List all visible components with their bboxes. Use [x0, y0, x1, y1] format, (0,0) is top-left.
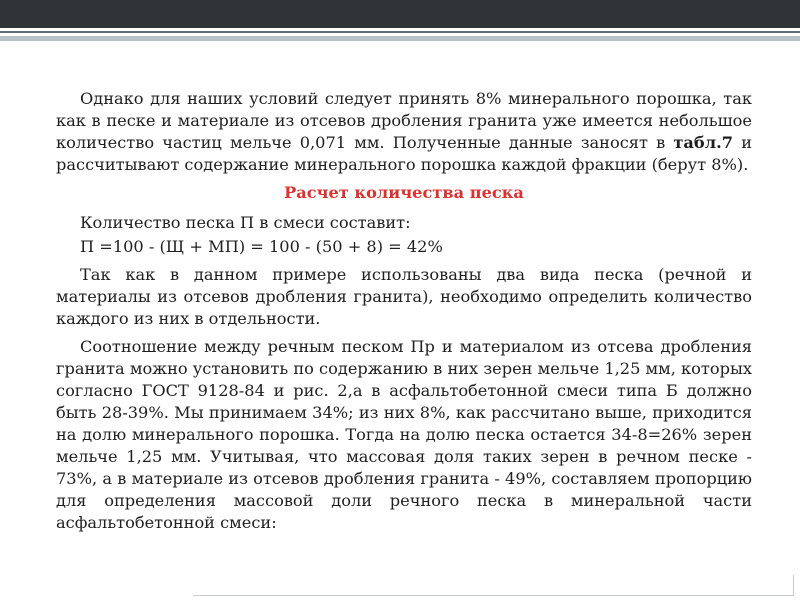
- header-divider-light: [0, 36, 800, 41]
- paragraph-text-cont: и рассчитывают содержание минерального порошка каждой фракции (берут 8%).: [56, 133, 753, 174]
- sand-formula: П =100 - (Щ + МП) = 100 - (50 + 8) = 42%: [80, 237, 443, 256]
- table-reference: табл.7: [673, 133, 734, 152]
- section-heading: Расчет количества песка: [284, 183, 524, 202]
- paragraph-sand-types: Так как в данном примере использованы два вида песка (речной и материалы из отсевов дробления гранита), необходимо определить количество каждого из них в отдельности.: [56, 265, 752, 328]
- top-header-band: [0, 0, 800, 28]
- slide-frame-corner: [193, 575, 794, 596]
- header-divider-dark: [0, 31, 800, 33]
- paragraph-sand-amount: Количество песка П в смеси составит:: [80, 213, 411, 232]
- paragraph-mineral-powder: [56, 88, 752, 176]
- paragraph-text: Однако для наших условий следует принять 8% минерального порошка, так как в песке и материале из отсевов дробления гранита уже имеется небольшое количество частиц мельче 0,071 мм. Полученные данные заносят в: [56, 89, 752, 152]
- slide-body: [56, 88, 752, 540]
- paragraph-ratio: Соотношение между речным песком Пр и материалом из отсева дробления гранита можно установить по содержанию в них зерен мельче 1,25 мм, которых согласно ГОСТ 9128-84 и рис. 2,а в асфальтобетонной смеси типа Б должно быть 28-39%. Мы принимаем 34%; из них 8%, как рассчитано выше, приходится на долю минерального порошка. Тогда на долю песка остается 34-8=26% зерен мельче 1,25 мм. Учитывая, что массовая доля таких зерен в речном песке - 73%, а в материале из отсевов дробления гранита - 49%, составляем пропорцию для определения массовой доли речного песка в минеральной части асфальтобетонной смеси:: [56, 337, 752, 532]
